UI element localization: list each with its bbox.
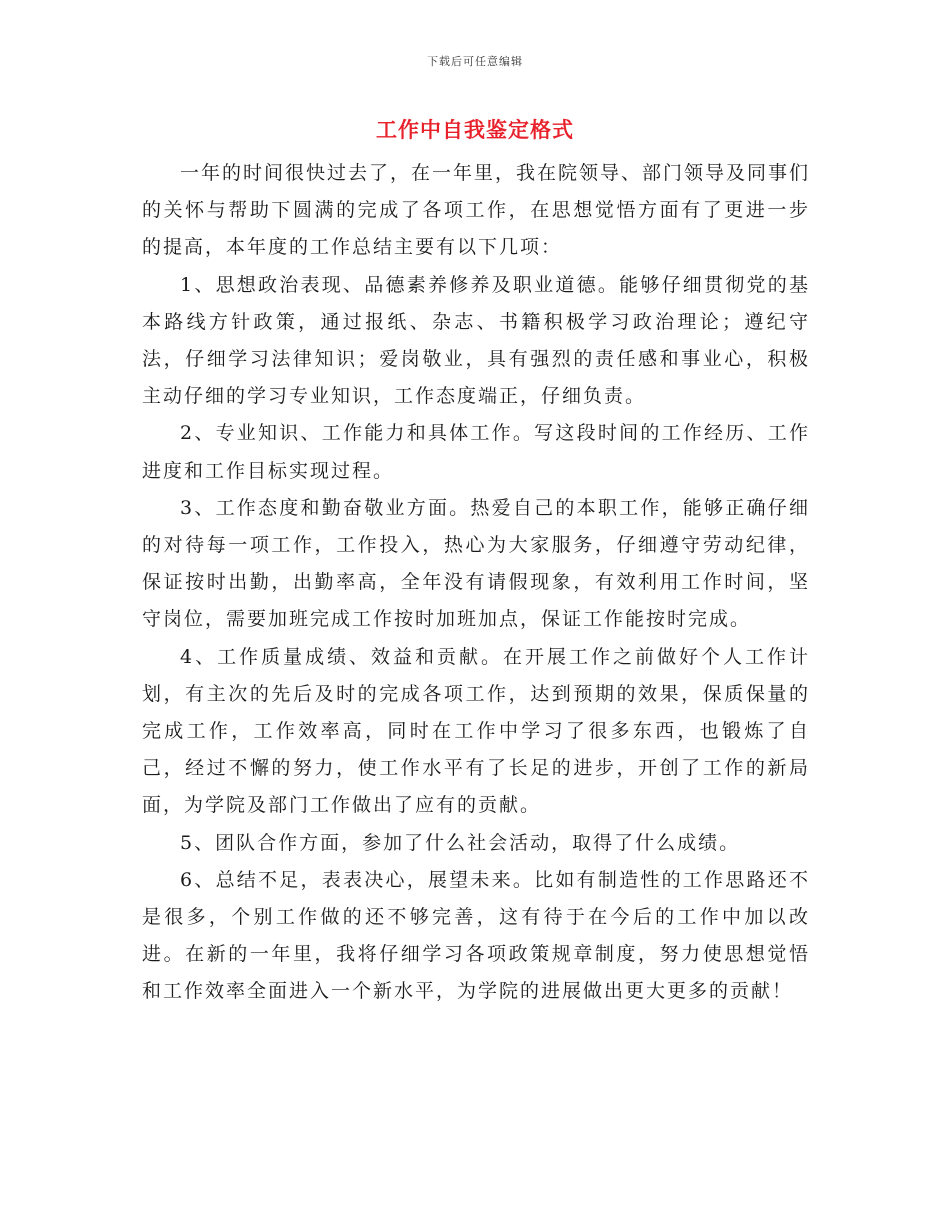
paragraph-intro: 一年的时间很快过去了，在一年里，我在院领导、部门领导及同事们的关怀与帮助下圆满的完成了各项工作，在思想觉悟方面有了更进一步的提高，本年度的工作总结主要有以下几项： [142,162,811,259]
paragraph-item-4: 4、工作质量成绩、效益和贡献。在开展工作之前做好个人工作计划，有主次的先后及时的完成各项工作，达到预期的效果，保质保量的完成工作，工作效率高，同时在工作中学习了很多东西，也锻炼了自己，经过不懈的努力，使工作水平有了长足的进步，开创了工作的新局面，为学院及部门工作做出了应有的贡献。 [142,645,810,817]
paragraph-item-6: 6、总结不足，表表决心，展望未来。比如有制造性的工作思路还不是很多，个别工作做的还不够完善，这有待于在今后的工作中加以改进。在新的一年里，我将仔细学习各项政策规章制度，努力使思想觉悟和工作效率全面进入一个新水平，为学院的进展做出更大更多的贡献！ [142,868,810,1003]
paragraph-item-1: 1、思想政治表现、品德素养修养及职业道德。能够仔细贯彻党的基本路线方针政策，通过报纸、杂志、书籍积极学习政治理论；遵纪守法，仔细学习法律知识；爱岗敬业，具有强烈的责任感和事业心，积极主动仔细的学习专业知识，工作态度端正，仔细负责。 [142,273,810,408]
document-title: 工作中自我鉴定格式 [376,117,574,142]
document-body [142,155,810,1011]
paragraph-item-2: 2、专业知识、工作能力和具体工作。写这段时间的工作经历、工作进度和工作目标实现过程。 [142,422,810,482]
header-note: 下载后可任意编辑 [427,55,523,68]
paragraph-item-5: 5、团队合作方面，参加了什么社会活动，取得了什么成绩。 [180,831,741,854]
paragraph-item-3: 3、工作态度和勤奋敬业方面。热爱自己的本职工作，能够正确仔细的对待每一项工作，工作投入，热心为大家服务，仔细遵守劳动纪律，保证按时出勤，出勤率高，全年没有请假现象，有效利用工作时间，坚守岗位，需要加班完成工作按时加班加点，保证工作能按时完成。 [142,496,810,631]
